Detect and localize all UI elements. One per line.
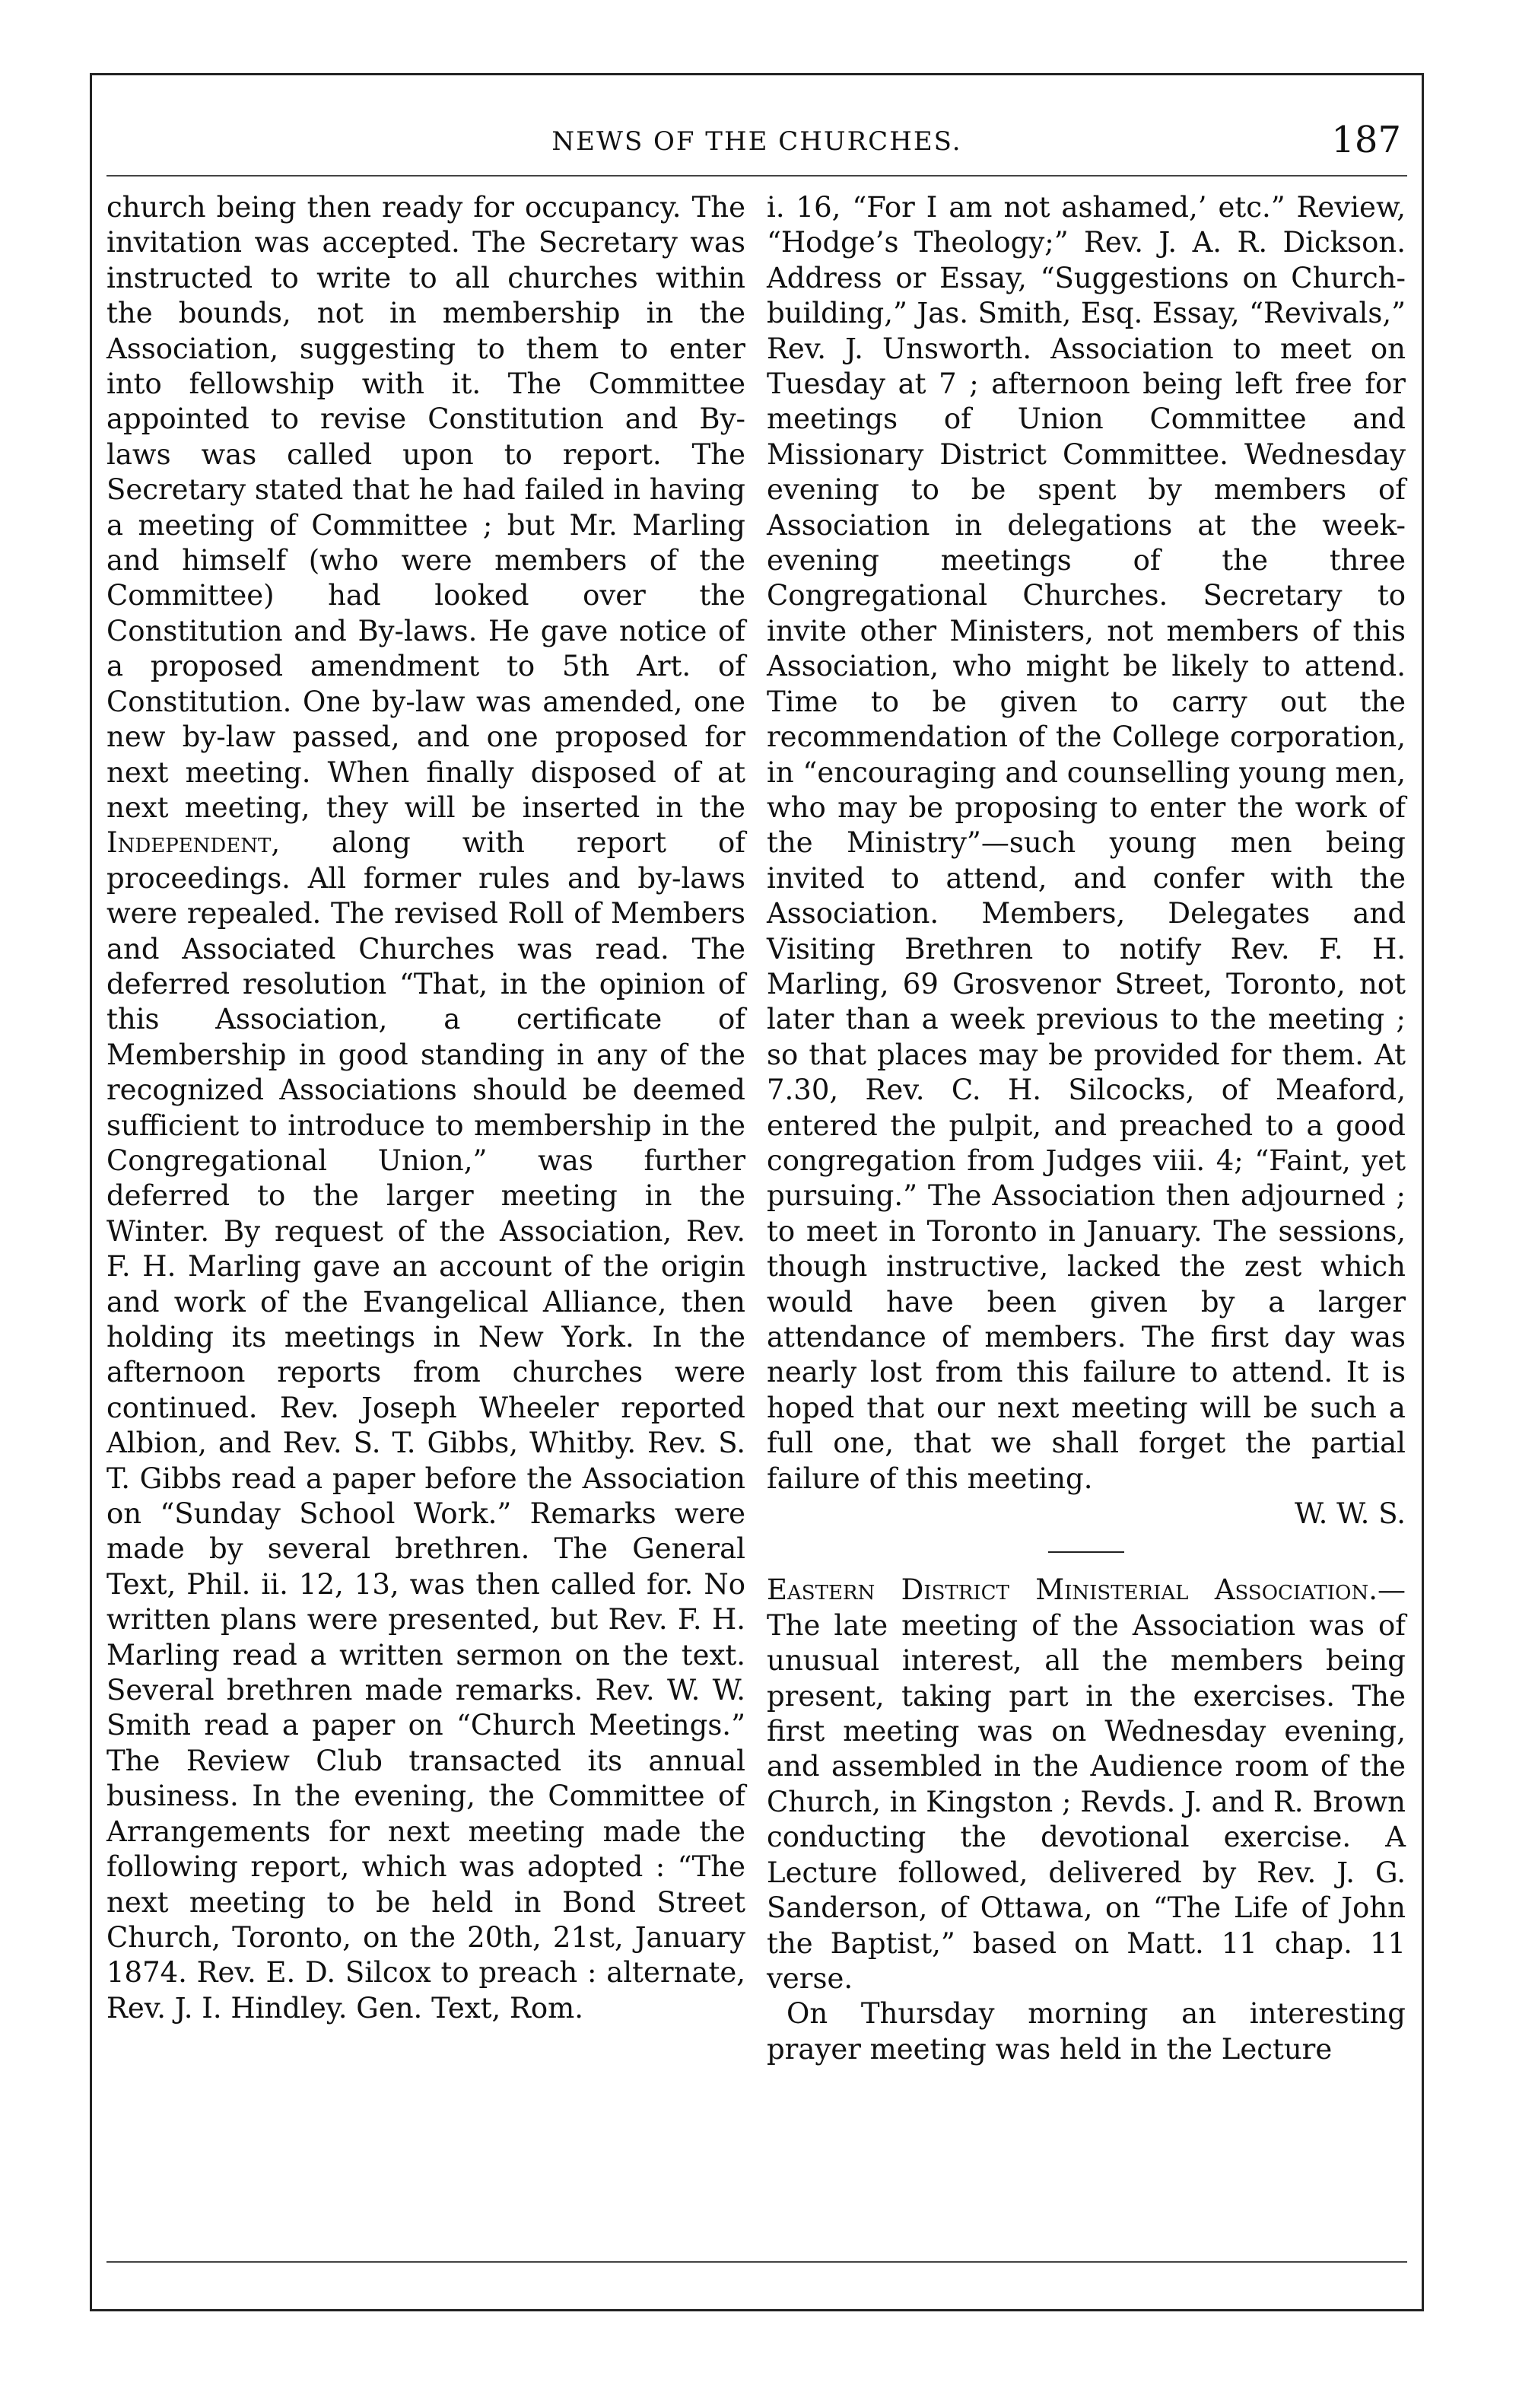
right-paragraph-1: i. 16, “For I am not ashamed,’ etc.” Review, “Hodge’s Theology;” Rev. J. A. R. Dickson. Address or Essay, “Suggestions on Church-building,” Jas. Smith, Esq. Essay, “Revivals,” Rev. J. Unsworth. Association to meet on Tuesday at 7 ; afternoon being left free for meetings of Union Committee and Missionary District Committee. Wednesday evening to be spent by members of Association in delegations at the week-evening meetings of the three Congregational Churches. Secretary to invite other Ministers, not members of this Association, who might be likely to attend. Time to be given to carry out the recommendation of the College corporation, in “encouraging and counselling young men, who may be proposing to enter the work of the Ministry”—such young men being invited to attend, and confer with the Association. Members, Delegates and Visiting Brethren to notify Rev. F. H. Marling, 69 Grosvenor Street, Toronto, not later than a week previous to the meeting ; so that places may be provided for them. At 7.30, Rev. C. H. Silcocks, of Meaford, entered the pulpit, and preached to a good congregation from Judges viii. 4; “Faint, yet pursuing.” The Association then adjourned ; to meet in Toronto in January. The sessions, though instructive, lacked the zest which would have been given by a larger attendance of members. The first day was nearly lost from this failure to attend. It is hoped that our next meeting will be such a full one, that we shall forget the partial failure of this meeting. — [767, 191, 1406, 1495]
left-paragraph-continuation: , along with report of proceedings. All former rules and by-laws were repealed. The revised Roll of Members and Associated Churches was read. The deferred resolution “That, in the opinion of this Association, a certificate of Membership in good standing in any of the recognized Associations should be deemed sufficient to introduce to membership in the Congregational Union,” was further deferred to the larger meeting in the Winter. By request of the Association, Rev. F. H. Marling gave an account of the origin and work of the Evangelical Alliance, then holding its meetings in New York. In the afternoon reports from churches were continued. Rev. Joseph Wheeler reported Albion, and Rev. S. T. Gibbs, Whitby. Rev. S. T. Gibbs read a paper before the Association on “Sunday School Work.” Remarks were made by several brethren. The General Text, Phil. ii. 12, 13, was then called for. No written plans were presented, but Rev. F. H. Marling read a written sermon on the text. Several brethren made remarks. Rev. W. W. Smith read a paper on “Church Meetings.” The Review Club transacted its annual business. In the evening, the Committee of Arrangements for next meeting made the following report, which was adopted : “The next meeting to be held in Bond Street Church, Toronto, on the 20th, 21st, January 1874. Rev. E. D. Silcox to preach : alternate, Rev. J. I. Hindley. Gen. Text, Rom. — [106, 826, 745, 2025]
independent-smallcaps: Independent — [106, 826, 272, 860]
right-paragraph-2-text: —The late meeting of the Association was of unusual interest, all the members being present, taking part in the exercises. The first meeting was on Wednesday evening, and assembled in the Audience room of the Church, in Kingston ; Revds. J. and R. Brown conducting the devotional exercise. A Lecture followed, delivered by Rev. J. G. Sanderson, of Ottawa, on “The Life of John the Baptist,” based on Matt. 11 chap. 11 verse. — [767, 1573, 1406, 1995]
right-paragraph-2 — [767, 1573, 1406, 1996]
running-title: NEWS OF THE CHURCHES. — [551, 126, 962, 157]
signature: W. W. S. — [1295, 1497, 1406, 1531]
header-rule — [106, 175, 1407, 177]
right-paragraph-3: On Thursday morning an interesting prayer meeting was held in the Lecture — [767, 1997, 1406, 2066]
right-column — [767, 190, 1406, 2067]
left-paragraph — [106, 190, 745, 2026]
section-separator — [1048, 1551, 1124, 1553]
left-column — [106, 190, 745, 2026]
footer-rule — [106, 2261, 1407, 2263]
page-number: 187 — [1331, 119, 1401, 161]
page-header — [106, 119, 1407, 172]
section-heading: Eastern District Ministerial Association. — [767, 1573, 1378, 1607]
left-paragraph-text: church being then ready for occupancy. The invitation was accepted. The Secretary was instructed to write to all churches within the bounds, not in membership in the Association, suggesting to them to enter into fellowship with it. The Committee appointed to revise Constitution and By-laws was called upon to report. The Secretary stated that he had failed in having a meeting of Committee ; but Mr. Marling and himself (who were members of the Committee) had looked over the Constitution and By-laws. He gave notice of a proposed amendment to 5th Art. of Constitution. One by-law was amended, one new by-law passed, and one proposed for next meeting. When finally disposed of at next meeting, they will be inserted in the — [106, 191, 745, 824]
